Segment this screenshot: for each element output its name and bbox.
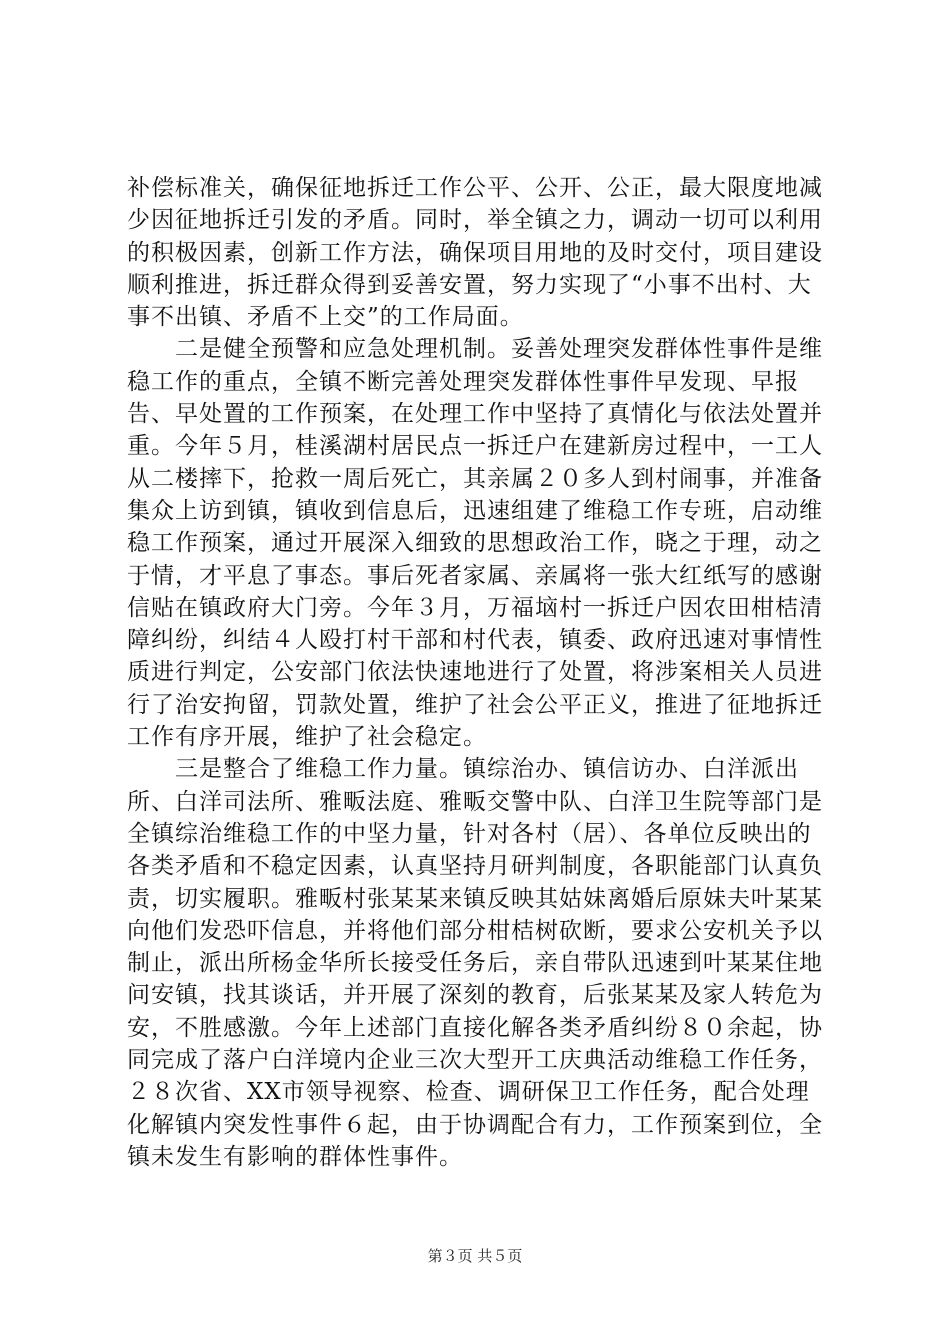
page-number-footer: 第３页 共５页 — [427, 1247, 523, 1265]
document-body — [127, 172, 827, 1173]
paragraph-compensation-standards: 补偿标准关，确保征地拆迁工作公平、公开、公正，最大限度地减少因征地拆迁引发的矛盾。同时，举全镇之力，调动一切可以利用的积极因素，创新工作方法，确保项目用地的及时交付，项目建设顺利推进，拆迁群众得到妥善安置，努力实现了“小事不出村、大事不出镇、矛盾不上交”的工作局面。 — [127, 175, 823, 331]
paragraph-early-warning-mechanism: 二是健全预警和应急处理机制。妥善处理突发群体性事件是维稳工作的重点，全镇不断完善处理突发群体性事件早发现、早报告、早处置的工作预案，在处理工作中坚持了真情化与依法处置并重。今年５月，桂溪湖村居民点一拆迁户在建新房过程中，一工人从二楼摔下，抢救一周后死亡，其亲属２０多人到村闹事，并准备集众上访到镇，镇收到信息后，迅速组建了维稳工作专班，启动维稳工作预案，通过开展深入细致的思想政治工作，晓之于理，动之于情，才平息了事态。事后死者家属、亲属将一张大红纸写的感谢信贴在镇政府大门旁。今年３月，万福垴村一拆迁户因农田柑桔清障纠纷，纠结４人殴打村干部和村代表，镇委、政府迅速对事情性质进行判定，公安部门依法快速地进行了处置，将涉案相关人员进行了治安拘留，罚款处置，维护了社会公平正义，推进了征地拆迁工作有序开展，维护了社会稳定。 — [127, 336, 823, 751]
paragraph-integrated-stability-forces: 三是整合了维稳工作力量。镇综治办、镇信访办、白洋派出所、白洋司法所、雅畈法庭、雅畈交警中队、白洋卫生院等部门是全镇综治维稳工作的中坚力量，针对各村（居）、各单位反映出的各类矛盾和不稳定因素，认真坚持月研判制度，各职能部门认真负责，切实履职。雅畈村张某某来镇反映其姑妹离婚后原妹夫叶某某向他们发恐吓信息，并将他们部分柑桔树砍断，要求公安机关予以制止，派出所杨金华所长接受任务后，亲自带队迅速到叶某某住地问安镇，找其谈话，并开展了深刻的教育，后张某某及家人转危为安，不胜感激。今年上述部门直接化解各类矛盾纠纷８０余起，协同完成了落户白洋境内企业三次大型开工庆典活动维稳工作任务，２８次省、XX市领导视察、检查、调研保卫工作任务，配合处理化解镇内突发性事件６起，由于协调配合有力，工作预案到位，全镇未发生有影响的群体性事件。 — [127, 756, 823, 1170]
